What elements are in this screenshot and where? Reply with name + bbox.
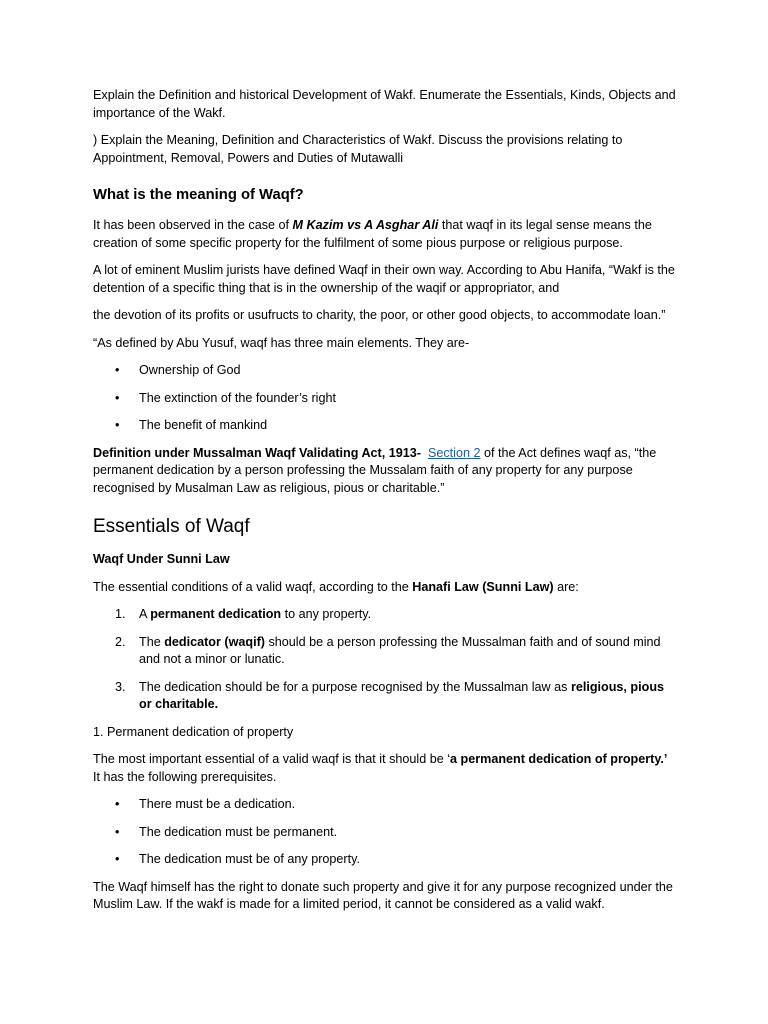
bullet-icon: • [115,824,120,839]
conditions-paragraph: The essential conditions of a valid waqf, according to the Hanafi Law (Sunni Law) are: [93,579,579,594]
section-2-link[interactable]: Section 2 [427,445,481,460]
list-item: 2. The dedicator (waqif) should be a person professing the Mussalman faith and of sound mind and not a minor or lunatic. [115,634,661,666]
elements-list [93,362,676,435]
closing-paragraph: The Waqf himself has the right to donate such property and give it for any purpose recognized under the Muslim Law. If the wakf is made for a limited period, it cannot be considered as a valid wakf. [93,879,673,911]
act-title: Definition under Mussalman Waqf Validating Act, 1913- [93,445,421,460]
case-name: M Kazim vs A Asghar Ali [292,218,439,232]
permanent-dedication-title: 1. Permanent dedication of property [93,724,294,739]
list-item: • Ownership of God [93,362,676,380]
abu-yusuf-paragraph: “As defined by Abu Yusuf, waqf has three main elements. They are- [93,335,470,350]
list-item: • There must be a dedication. [93,796,676,814]
sunni-law-subheading: Waqf Under Sunni Law [93,552,230,566]
bullet-icon: • [115,797,120,811]
list-item: • The extinction of the founder’s right [93,390,676,408]
bullet-icon: • [115,418,120,432]
jurists-paragraph: A lot of eminent Muslim jurists have defined Waqf in their own way. According to Abu Hanifa, “Wakf is the detention of a specific thing that is in the ownership of the waqif or appropriator, and [93,263,675,295]
intro-question-1: Explain the Definition and historical Development of Wakf. Enumerate the Essentials, Kinds, Objects and importance of the Wakf. [93,88,676,120]
list-item: • The dedication must be permanent. [93,824,676,842]
bullet-icon: • [115,363,120,377]
bullet-icon: • [115,852,120,866]
conditions-list [93,606,676,714]
list-item: 1. A permanent dedication to any property. [115,607,372,621]
meaning-heading: What is the meaning of Waqf? [93,187,304,203]
list-item: 3. The dedication should be for a purpose recognised by the Mussalman law as religious, pious or charitable. [115,679,665,711]
devotion-paragraph: the devotion of its profits or usufructs to charity, the poor, or other good objects, to accommodate loan.” [93,308,666,322]
intro-question-2: ) Explain the Meaning, Definition and Characteristics of Wakf. Discuss the provisions relating to Appointment, Removal, Powers and Duties of Mutawalli [93,133,623,165]
bullet-icon: • [115,390,120,405]
act-definition-paragraph: Definition under Mussalman Waqf Validating Act, 1913- Section 2 of the Act defines waqf as, “the permanent dedication by a person professing the Mussalam faith of any property for any purpose recognised by Musalman Law as religious, pious or charitable.” [93,445,657,495]
essentials-heading: Essentials of Waqf [93,516,250,537]
list-item: • The benefit of mankind [93,417,676,435]
case-paragraph: It has been observed in the case of M Kazim vs A Asghar Ali that waqf in its legal sense means the creation of some specific property for the fulfilment of some pious purpose or religious purpose. [93,218,652,250]
permanent-dedication-paragraph: The most important essential of a valid waqf is that it should be ‘a permanent dedication of property.’ It has the following prerequisites. [93,752,668,784]
list-item: • The dedication must be of any property. [93,851,676,869]
prerequisites-list [93,796,676,869]
